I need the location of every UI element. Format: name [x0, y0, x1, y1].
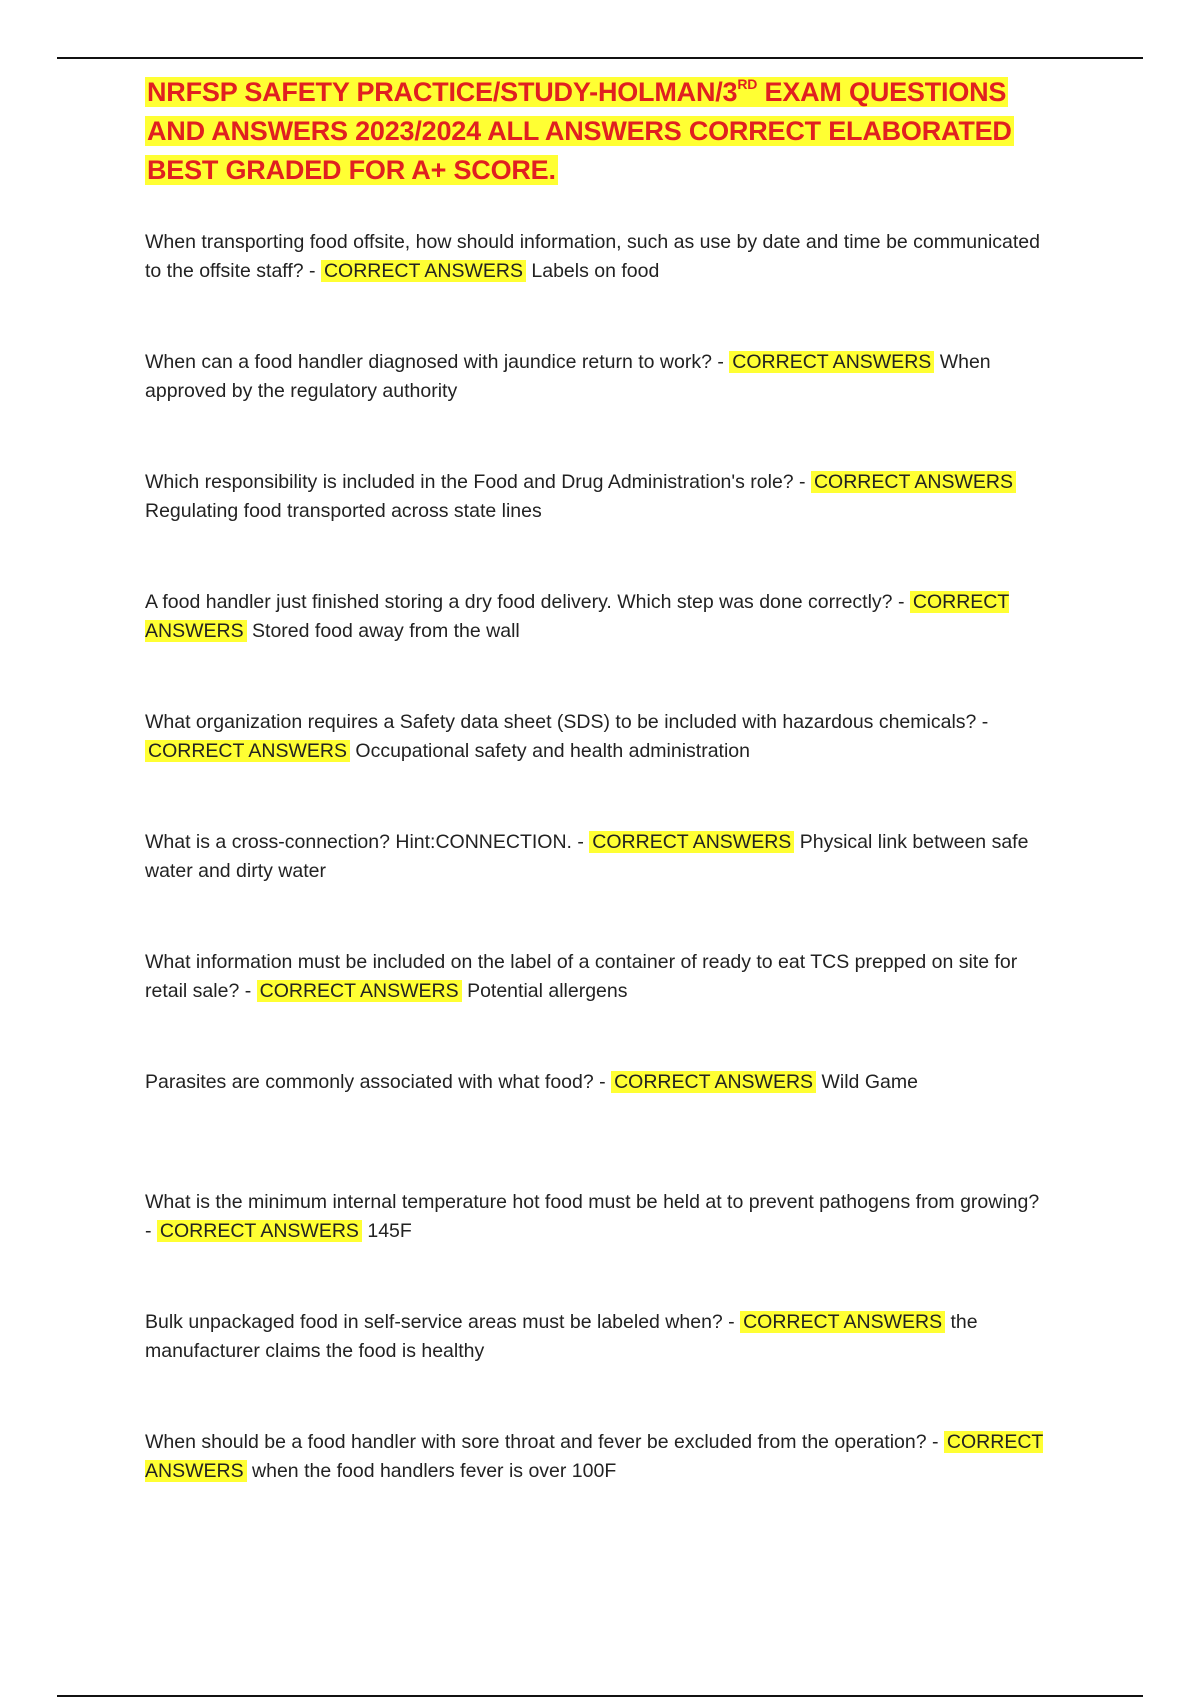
correct-answers-tag: CORRECT ANSWERS — [740, 1311, 945, 1333]
question-text: A food handler just finished storing a dry food delivery. Which step was done correctly? - — [145, 591, 910, 613]
correct-answers-tag: CORRECT ANSWERS — [145, 1431, 1044, 1482]
qa-item — [145, 1428, 1045, 1548]
answer-text: when the food handlers fever is over 100F — [252, 1460, 617, 1482]
correct-answers-tag: CORRECT ANSWERS — [145, 591, 1010, 642]
question-text: Bulk unpackaged food in self-service areas must be labeled when? - — [145, 1311, 741, 1333]
answer-text: Stored food away from the wall — [252, 620, 520, 642]
correct-answers-tag: CORRECT ANSWERS — [811, 471, 1016, 493]
answer-text: When approved by the regulatory authority — [145, 351, 991, 402]
qa-item — [145, 468, 1045, 588]
title-text-part2: EXAM QUESTIONS AND ANSWERS 2023/2024 ALL ANSWERS CORRECT ELABORATED BEST GRADED FOR A+ SCORE. — [147, 77, 1012, 185]
correct-answers-tag: CORRECT ANSWERS — [145, 740, 350, 762]
question-text: What organization requires a Safety data sheet (SDS) to be included with hazardous chemicals? - — [145, 711, 989, 733]
bottom-rule — [57, 1695, 1143, 1697]
qa-item — [145, 1308, 1045, 1428]
answer-text: Occupational safety and health administration — [355, 740, 750, 762]
question-text: What information must be included on the label of a container of ready to eat TCS prepped on site for retail sale? - — [145, 951, 1018, 1002]
correct-answers-tag: CORRECT ANSWERS — [729, 351, 934, 373]
title-superscript: RD — [737, 76, 758, 92]
question-text: Which responsibility is included in the Food and Drug Administration's role? - — [145, 471, 811, 493]
document-body — [145, 73, 1045, 1548]
answer-text: Wild Game — [821, 1071, 918, 1093]
answer-text: Potential allergens — [467, 980, 628, 1002]
question-text: Parasites are commonly associated with what food? - — [145, 1071, 612, 1093]
question-text: What is a cross-connection? Hint:CONNECTION. - — [145, 831, 590, 853]
qa-item — [145, 948, 1045, 1068]
top-rule — [57, 57, 1143, 59]
correct-answers-tag: CORRECT ANSWERS — [611, 1071, 816, 1093]
answer-text: 145F — [367, 1220, 412, 1242]
answer-text: Regulating food transported across state lines — [145, 500, 542, 522]
qa-item — [145, 708, 1045, 828]
question-text: What is the minimum internal temperature hot food must be held at to prevent pathogens from growing? - — [145, 1191, 1040, 1242]
qa-item — [145, 828, 1045, 948]
qa-item — [145, 228, 1045, 348]
title-highlight — [145, 77, 1014, 185]
correct-answers-tag: CORRECT ANSWERS — [321, 260, 526, 282]
question-text: When should be a food handler with sore throat and fever be excluded from the operation? - — [145, 1431, 944, 1453]
document-title — [145, 73, 1045, 190]
answer-text: Physical link between safe water and dirty water — [145, 831, 1029, 882]
qa-list — [145, 228, 1045, 1548]
correct-answers-tag: CORRECT ANSWERS — [157, 1220, 362, 1242]
answer-text: Labels on food — [531, 260, 660, 282]
title-text-part1: NRFSP SAFETY PRACTICE/STUDY-HOLMAN/3 — [147, 77, 738, 107]
correct-answers-tag: CORRECT ANSWERS — [257, 980, 462, 1002]
qa-item — [145, 348, 1045, 468]
correct-answers-tag: CORRECT ANSWERS — [589, 831, 794, 853]
qa-item — [145, 1188, 1045, 1308]
question-text: When transporting food offsite, how should information, such as use by date and time be communicated to the offsite staff? - — [145, 231, 1040, 282]
qa-item — [145, 1068, 1045, 1188]
question-text: When can a food handler diagnosed with jaundice return to work? - — [145, 351, 730, 373]
answer-text: the manufacturer claims the food is healthy — [145, 1311, 978, 1362]
qa-item — [145, 588, 1045, 708]
